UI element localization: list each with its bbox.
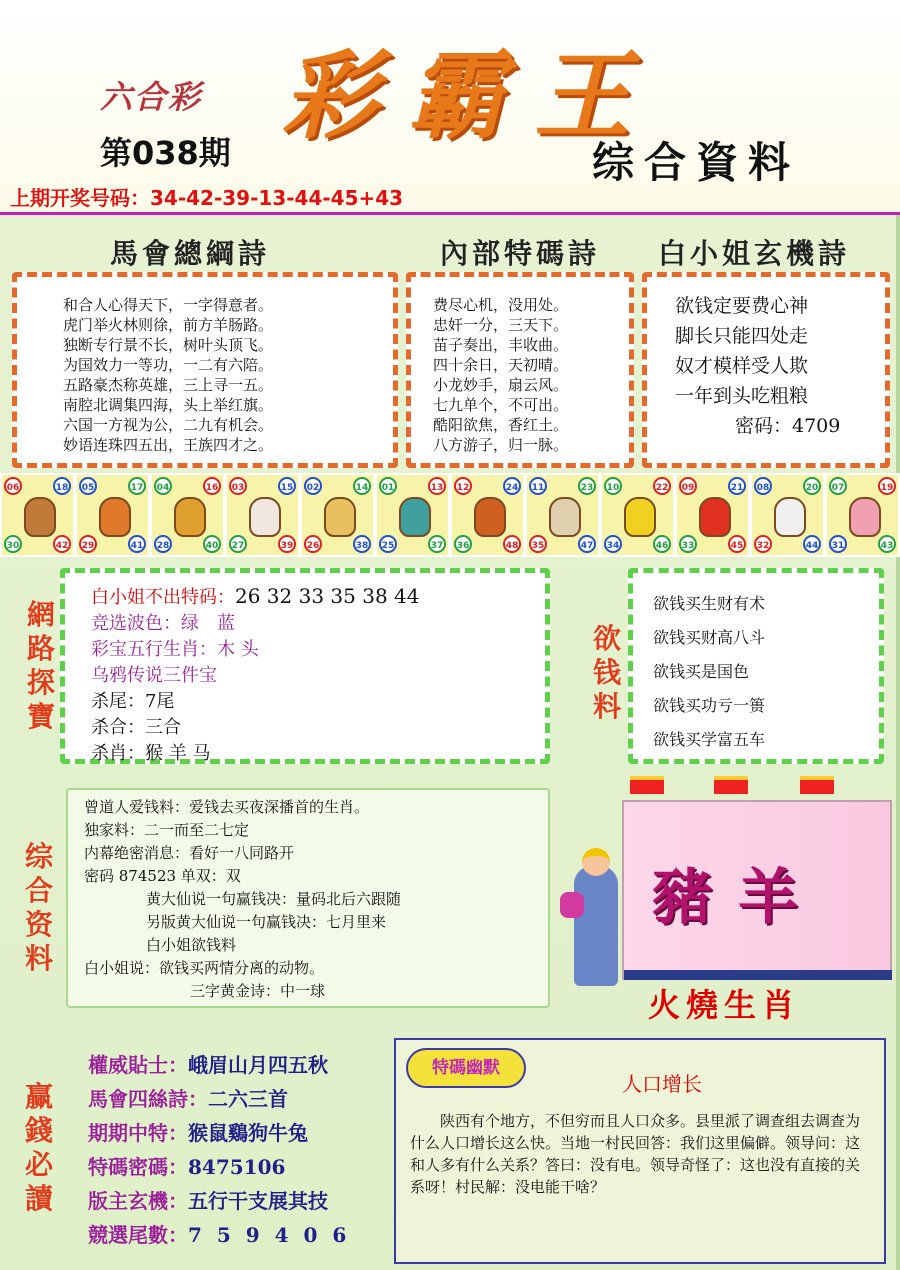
inner-poem-line: 苗子奏出，丰收曲。	[433, 336, 569, 354]
label-char: 讀	[24, 1182, 53, 1215]
number-ball: 12	[454, 477, 472, 495]
zodiac-cell	[375, 473, 450, 557]
win-value: 8475106	[188, 1155, 286, 1179]
number-ball: 40	[203, 535, 221, 553]
number-ball: 07	[829, 477, 847, 495]
comp-line: 三字黄金诗：中一球	[190, 982, 326, 1000]
number-ball: 17	[128, 477, 146, 495]
inner-poem-line: 七九单个，不可出。	[433, 396, 569, 414]
number-ball: 04	[154, 477, 172, 495]
win-label: 競選尾數：	[88, 1223, 188, 1247]
inner-poem-line: 忠奸一分，三天下。	[433, 316, 569, 334]
zodiac-animal-icon	[324, 497, 356, 537]
header-banner	[0, 0, 900, 215]
money-label	[590, 622, 624, 724]
win-value: 二六三首	[208, 1087, 288, 1111]
number-ball: 31	[829, 535, 847, 553]
bai-poem-line: 脚长只能四处走	[675, 325, 809, 347]
billboard-base	[624, 970, 892, 980]
label-char: 錢	[24, 1114, 53, 1147]
kill-tail-value: 7尾	[145, 691, 175, 712]
horse-poem-line: 为国效力一等功，一二有六陪。	[63, 356, 274, 374]
number-ball: 45	[728, 535, 746, 553]
web-treasure-label	[24, 598, 58, 734]
crow-legend: 乌鸦传说三件宝	[91, 665, 217, 686]
brand-small: 六合彩	[100, 78, 203, 116]
number-ball: 30	[4, 535, 22, 553]
money-line: 欲钱买功亏一篑	[653, 696, 766, 715]
label-char: 料	[24, 942, 53, 975]
label-char: 路	[26, 632, 55, 665]
inner-poem-lines	[433, 295, 568, 455]
number-ball: 08	[754, 477, 772, 495]
number-ball: 47	[578, 535, 596, 553]
number-ball: 29	[79, 535, 97, 553]
number-ball: 44	[803, 535, 821, 553]
number-ball: 10	[604, 477, 622, 495]
zodiac-cell	[0, 473, 75, 557]
zodiac-cell	[825, 473, 900, 557]
number-ball: 09	[679, 477, 697, 495]
label-char: 赢	[24, 1080, 53, 1113]
number-ball: 15	[278, 477, 296, 495]
bai-poem-lines	[675, 291, 840, 441]
number-ball: 46	[653, 535, 671, 553]
number-ball: 35	[529, 535, 547, 553]
kill-comb-label: 杀合：	[91, 717, 145, 738]
bai-poem-line: 欲钱定要费心神	[675, 295, 809, 317]
zodiac-cell	[75, 473, 150, 557]
label-char: 探	[26, 666, 55, 699]
win-value: 猴鼠鷄狗牛兔	[188, 1121, 308, 1145]
paint-bucket-icon	[560, 892, 584, 918]
number-ball: 01	[379, 477, 397, 495]
kill-tail-label: 杀尾：	[91, 691, 145, 712]
number-ball: 18	[53, 477, 71, 495]
number-ball: 34	[604, 535, 622, 553]
number-ball: 03	[229, 477, 247, 495]
horse-poem-line: 独断专行景不长，树叶头顶飞。	[63, 336, 274, 354]
win-label: 權威貼士：	[88, 1053, 188, 1077]
kill-comb-value: 三合	[145, 717, 181, 738]
number-ball: 13	[428, 477, 446, 495]
last-draw-numbers: 上期开奖号码：34-42-39-13-44-45+43	[10, 186, 404, 210]
kill-zodiac-value: 猴 羊 马	[145, 743, 211, 764]
zodiac-animal-icon	[549, 497, 581, 537]
five-elements: 彩宝五行生肖：木 头	[91, 639, 259, 660]
zodiac-cell	[225, 473, 300, 557]
comp-line: 白小姐说：欲钱买两情分离的动物。	[84, 959, 325, 977]
money-line: 欲钱买生财有术	[653, 594, 766, 613]
bai-poem-line: 奴才模样受人欺	[675, 355, 809, 377]
number-ball: 20	[803, 477, 821, 495]
horse-poem-lines	[63, 295, 273, 455]
bai-poem-line: 一年到头吃粗粮	[675, 385, 809, 407]
horse-poem-line: 南腔北调集四海，头上举红旗。	[63, 396, 274, 414]
fire-zodiac-caption: 火燒生肖	[648, 986, 801, 1024]
win-value: 五行干支展其技	[188, 1189, 328, 1213]
zodiac-animal-icon	[399, 497, 431, 537]
label-char: 综	[24, 840, 53, 873]
money-line: 欲钱买是国色	[653, 662, 750, 681]
win-label: 期期中特：	[88, 1121, 188, 1145]
win-value: 峨眉山月四五秋	[188, 1053, 328, 1077]
zodiac-animal-icon	[24, 497, 56, 537]
number-ball: 37	[428, 535, 446, 553]
zodiac-animal-icon	[699, 497, 731, 537]
comprehensive-label	[22, 840, 56, 976]
number-ball: 11	[529, 477, 547, 495]
label-char: 钱	[592, 656, 621, 689]
painter-illustration	[560, 770, 900, 1032]
win-label: 特碼密碼：	[88, 1155, 188, 1179]
comp-line: 白小姐欲钱料	[146, 936, 237, 954]
zodiac-animal-icon	[849, 497, 881, 537]
number-ball: 43	[878, 535, 896, 553]
painter-head-icon	[582, 848, 610, 876]
label-char: 欲	[592, 622, 621, 655]
win-label: 版主玄機：	[88, 1189, 188, 1213]
number-ball: 05	[79, 477, 97, 495]
inner-poem-line: 四十余日，天初晴。	[433, 356, 569, 374]
label-char: 合	[24, 874, 53, 907]
inner-poem-line: 酷阳欲焦，香红土。	[433, 416, 569, 434]
zodiac-animal-icon	[99, 497, 131, 537]
humor-body: 陕西有个地方，不但穷而且人口众多。县里派了调查组去调查为什么人口增长这么快。当地一村民回答：我们这里偏僻。领导问：这和人多有什么关系？答曰：没有电。领导奇怪了：这也没有直接的关系呀！村民解：没电能干啥？	[410, 1112, 861, 1196]
web-treasure-box	[60, 568, 550, 764]
number-ball: 02	[304, 477, 322, 495]
horse-poem-line: 五路豪杰称英雄，三上寻一五。	[63, 376, 274, 394]
label-char: 寶	[26, 700, 55, 733]
number-ball: 36	[454, 535, 472, 553]
number-ball: 48	[503, 535, 521, 553]
humor-title: 人口增长	[622, 1072, 702, 1096]
number-ball: 32	[754, 535, 772, 553]
win-lines	[88, 1048, 350, 1252]
horse-poem-box	[12, 272, 398, 468]
zodiac-cell	[525, 473, 600, 557]
zodiac-animal-icon	[474, 497, 506, 537]
comprehensive-box	[66, 788, 550, 1008]
issue-number: 第038期	[100, 134, 231, 172]
number-ball: 26	[304, 535, 322, 553]
money-line: 欲钱买学富五车	[653, 730, 766, 749]
zodiac-animal-icon	[624, 497, 656, 537]
inner-poem-line: 费尽心机，没用处。	[433, 296, 569, 314]
number-ball: 33	[679, 535, 697, 553]
bai-code: 密码：4709	[735, 415, 841, 437]
number-ball: 22	[653, 477, 671, 495]
money-box	[628, 568, 884, 764]
horse-poem-line: 六国一方视为公，二九有机会。	[63, 416, 274, 434]
number-ball: 39	[278, 535, 296, 553]
label-char: 網	[26, 598, 55, 631]
comp-line: 独家料：二一而至二七定	[84, 821, 250, 839]
web-treasure-lines	[91, 583, 419, 767]
money-line: 欲钱买财高八斗	[653, 628, 766, 647]
label-char: 料	[592, 690, 621, 723]
zodiac-cell	[150, 473, 225, 557]
horse-poem-line: 和合人心得天下，一字得意者。	[63, 296, 274, 314]
zodiac-cell	[750, 473, 825, 557]
no-special-label: 白小姐不出特码：	[91, 587, 235, 608]
inner-poem-title: 內部特碼詩	[440, 237, 601, 270]
label-char: 必	[24, 1148, 53, 1181]
lamp-icon	[630, 776, 664, 794]
comp-line: 另版黄大仙说一句赢钱决：七月里来	[146, 913, 387, 931]
number-ball: 06	[4, 477, 22, 495]
zodiac-cell	[600, 473, 675, 557]
number-ball: 27	[229, 535, 247, 553]
lamp-icon	[800, 776, 834, 794]
number-ball: 41	[128, 535, 146, 553]
painted-words: 豬羊	[652, 863, 824, 933]
win-label: 馬會四絲詩：	[88, 1087, 208, 1111]
page-title: 彩霸王	[282, 39, 660, 152]
inner-poem-box	[406, 272, 634, 468]
horse-poem-line: 妙语连珠四五出，王族四才之。	[63, 436, 274, 454]
bai-poem-title: 白小姐玄機詩	[658, 237, 851, 270]
bai-poem-box	[642, 272, 890, 468]
number-ball: 16	[203, 477, 221, 495]
zodiac-animal-icon	[174, 497, 206, 537]
number-ball: 28	[154, 535, 172, 553]
number-ball: 42	[53, 535, 71, 553]
kill-zodiac-label: 杀肖：	[91, 743, 145, 764]
subtitle: 综合資料	[592, 138, 801, 187]
humor-badge: 特碼幽默	[406, 1048, 526, 1088]
comp-line: 内幕绝密消息：看好一八同路开	[84, 844, 295, 862]
zodiac-strip	[0, 473, 900, 557]
humor-box	[394, 1038, 886, 1264]
money-lines	[653, 587, 765, 757]
wave-color: 竞选波色：绿 蓝	[91, 613, 235, 634]
comprehensive-lines	[84, 796, 401, 1003]
zodiac-animal-icon	[249, 497, 281, 537]
label-char: 资	[24, 908, 53, 941]
no-special-numbers: 26 32 33 35 38 44	[235, 584, 420, 608]
horse-poem-title: 馬會總綱詩	[110, 237, 271, 270]
number-ball: 25	[379, 535, 397, 553]
inner-poem-line: 小龙妙手，扇云风。	[433, 376, 569, 394]
horse-poem-line: 虎门举火林则徐，前方羊肠路。	[63, 316, 274, 334]
win-value: 7 5 9 4 0 6	[188, 1223, 351, 1247]
number-ball: 23	[578, 477, 596, 495]
comp-line: 曾道人爱钱料：爱钱去买夜深播首的生肖。	[84, 798, 370, 816]
number-ball: 14	[353, 477, 371, 495]
inner-poem-line: 八方游子，归一脉。	[433, 436, 569, 454]
win-must-read-label	[22, 1080, 56, 1216]
painter-figure-icon	[574, 866, 618, 986]
zodiac-animal-icon	[774, 497, 806, 537]
zodiac-cell	[300, 473, 375, 557]
number-ball: 38	[353, 535, 371, 553]
lamp-icon	[714, 776, 748, 794]
number-ball: 19	[878, 477, 896, 495]
number-ball: 24	[503, 477, 521, 495]
zodiac-cell	[675, 473, 750, 557]
comp-line: 黄大仙说一句赢钱决：量码北后六跟随	[146, 890, 402, 908]
number-ball: 21	[728, 477, 746, 495]
comp-line: 密码 874523 单双：双	[84, 867, 241, 885]
zodiac-cell	[450, 473, 525, 557]
